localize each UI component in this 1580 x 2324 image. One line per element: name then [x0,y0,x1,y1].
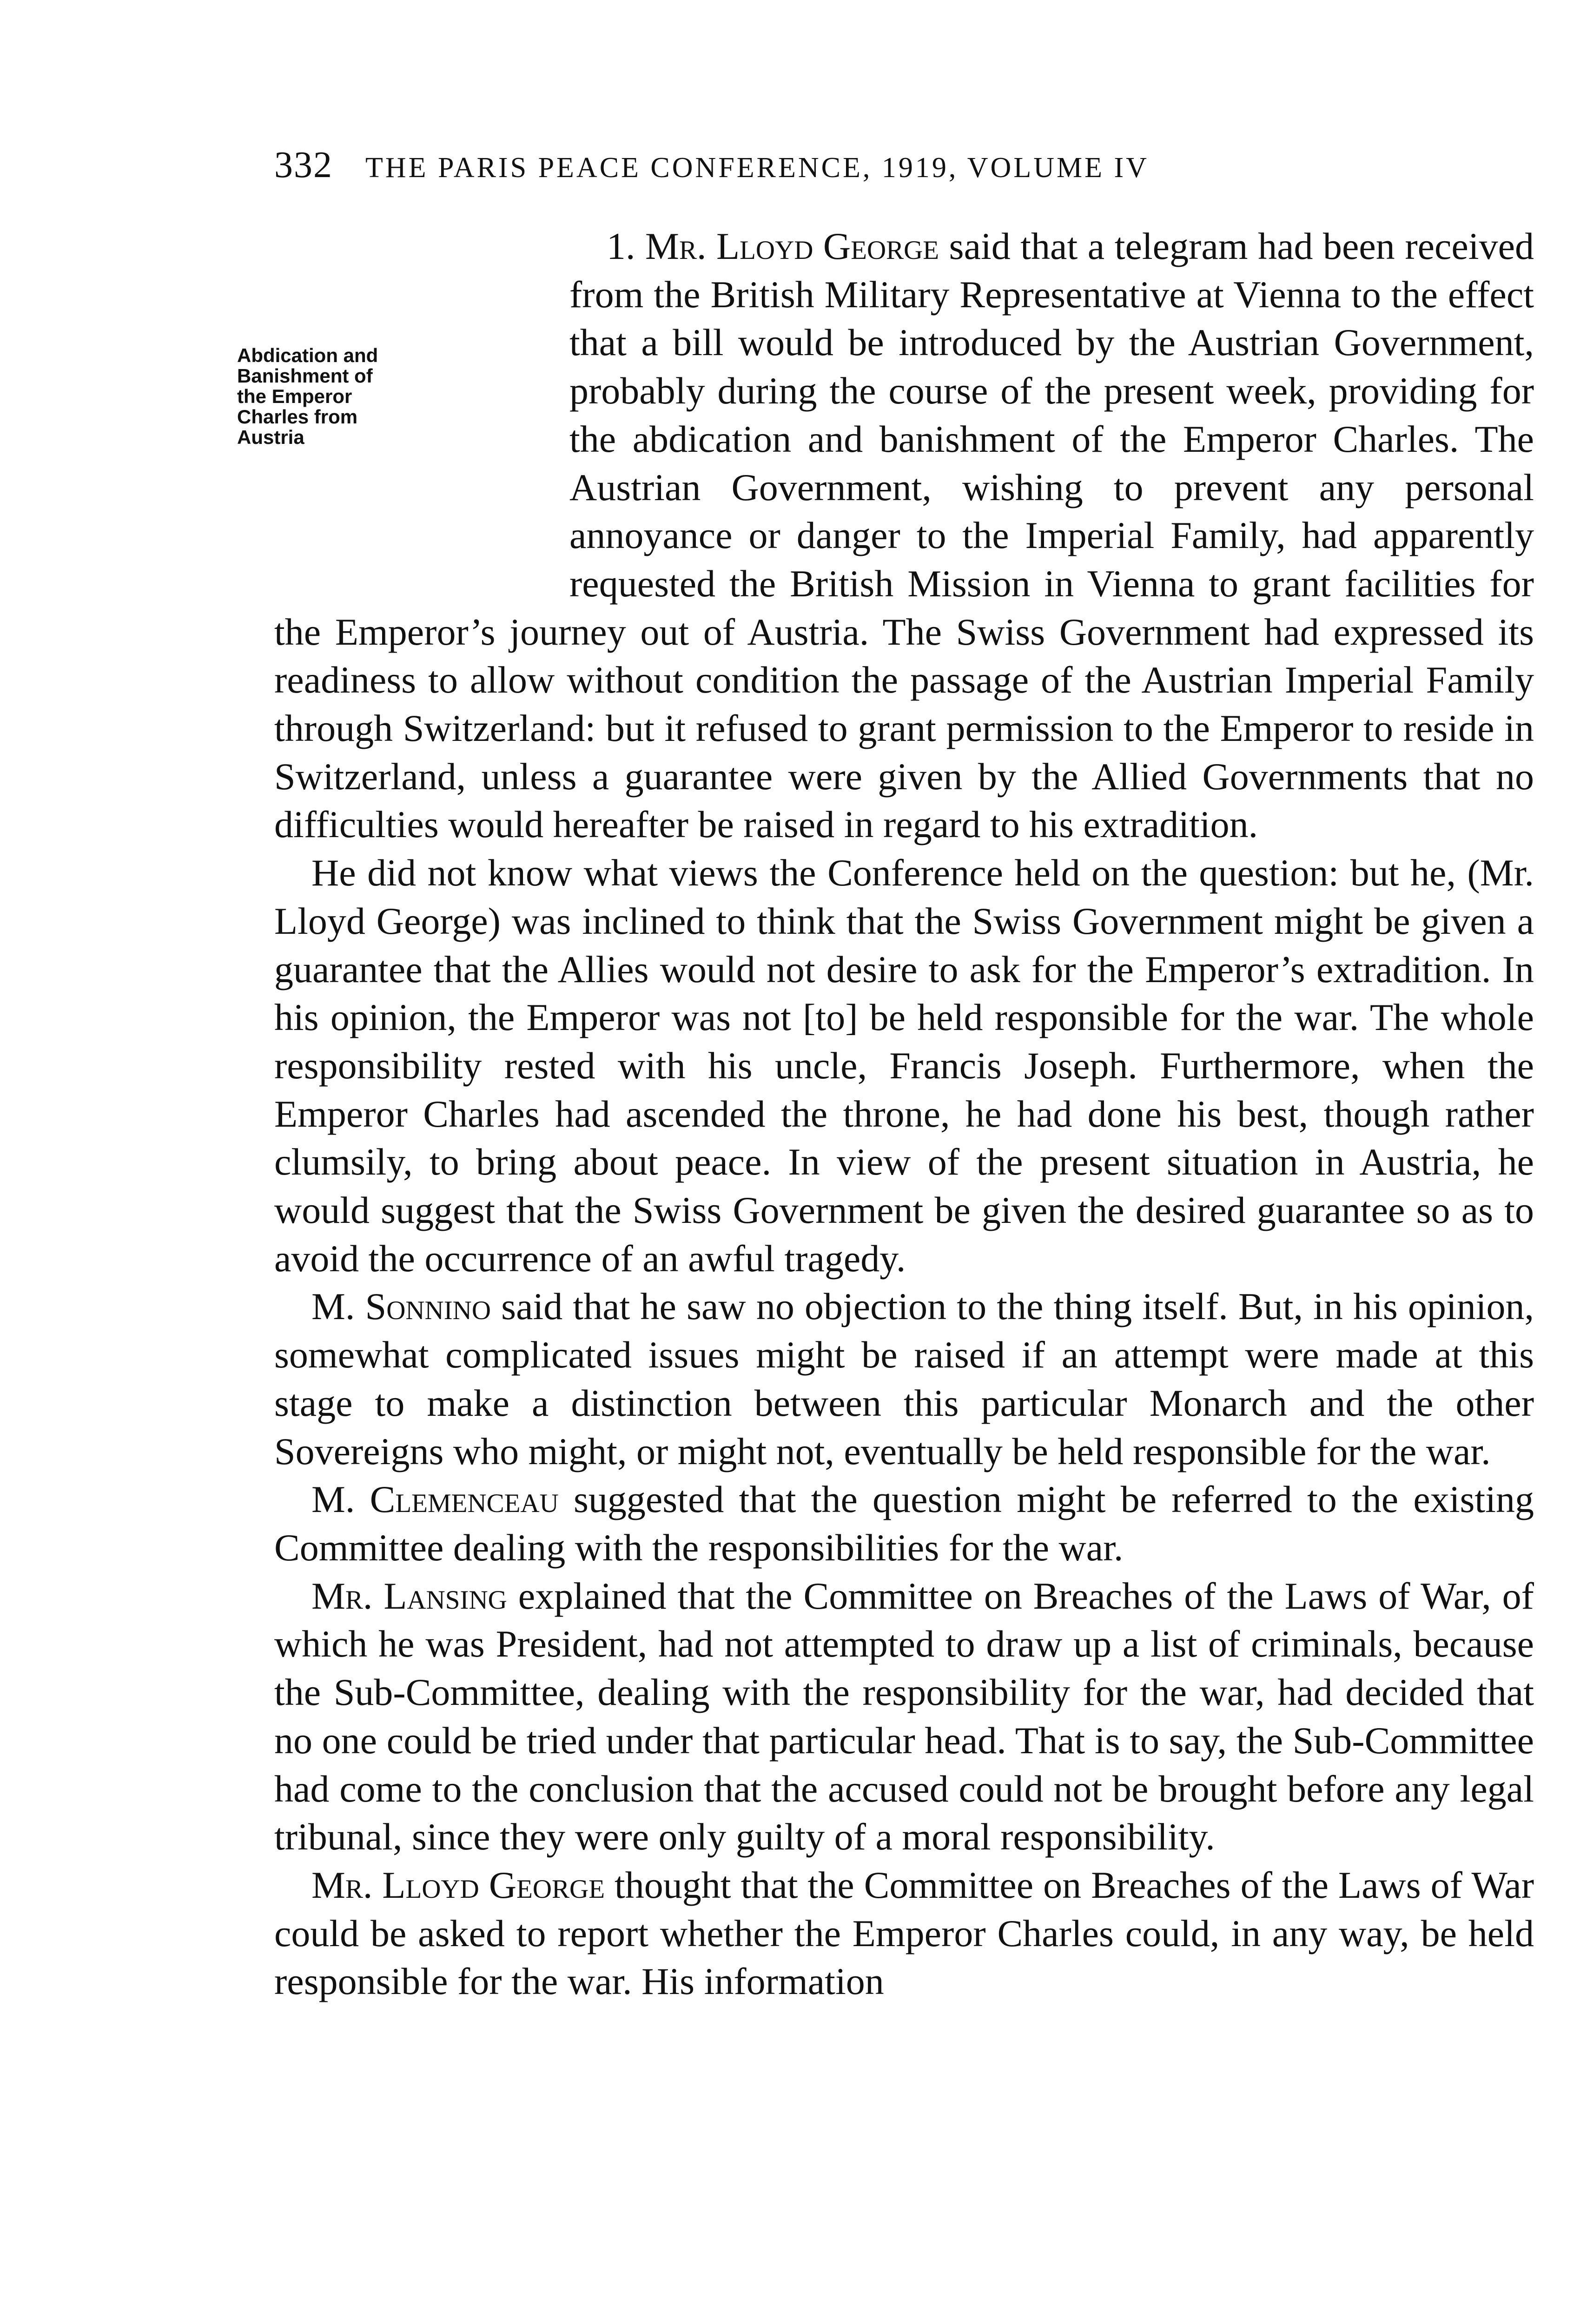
margin-note-line: the Emperor [237,385,352,407]
page-number: 332 [274,145,333,185]
page-header [274,144,1529,191]
paragraph-number: 1. [607,225,635,267]
paragraph-6 [274,1861,1534,2006]
paragraph-2 [274,849,1534,1282]
margin-note-line: Charles from [237,406,358,428]
paragraph-3 [274,1282,1534,1475]
speaker-name: Mr. Lansing [311,1574,507,1617]
paragraph-text: said that a telegram had been received from the British Military Representative at Vienna to the effect that a bill would be introduced by the Austrian Government, probably during the course of the present week, providing for the abdication and banishment of the Emperor Charles. The Austrian Government, wishing to prevent any personal annoyance or danger to the Imperial Family, had apparently requested the British Mission in Vienna to grant facilities for the Emperor’s journey out of Austria. The Swiss Government had expressed its readiness to allow without condition the passage of the Austrian Imperial Family through Switzerland: but it refused to grant permission to the Emperor to reside in Switzerland, unless a guarantee were given by the Allied Governments that no difficulties would hereafter be raised in regard to his extradition. [274,225,1534,846]
speaker-prefix: M. [311,1478,355,1521]
speaker-name: Clemenceau [370,1478,559,1521]
speaker-name: Mr. Lloyd George [311,1863,605,1906]
paragraph-text: thought that the Committee on Breaches of the Laws of War could be asked to report whether the Emperor Charles could, in any way, be held responsible for the war. His information [274,1863,1534,2003]
paragraph-text: said that he saw no objection to the thing itself. But, in his opinion, somewhat complicated issues might be raised if an attempt were made at this stage to make a distinction between this particular Monarch and the other Sovereigns who might, or might not, eventually be held responsible for the war. [274,1285,1534,1472]
margin-note-line: Banishment of [237,365,373,387]
speaker-prefix: M. [311,1285,355,1328]
running-head: THE PARIS PEACE CONFERENCE, 1919, VOLUME IV [365,152,1149,184]
speaker-name: Sonnino [365,1285,491,1328]
body-text [237,222,1534,2006]
margin-note [237,345,486,587]
paragraph-text: explained that the Committee on Breaches of the Laws of War, of which he was President, had not attempted to draw up a list of criminals, because the Sub-Committee, dealing with the responsibility for the war, had decided that no one could be tried under that particular head. That is to say, the Sub-Committee had come to the conclusion that the accused could not be brought before any legal tribunal, since they were only guilty of a moral responsibility. [274,1574,1534,1858]
paragraph-text: suggested that the question might be referred to the existing Committee dealing with the responsibilities for the war. [274,1478,1534,1569]
margin-note-line: Abdication and [237,344,378,366]
margin-note-line: Austria [237,426,304,448]
paragraph-1 [237,222,1534,849]
paragraph-5 [274,1572,1534,1861]
paragraph-4 [274,1475,1534,1571]
paragraph-text: He did not know what views the Conference held on the question: but he, (Mr. Lloyd George) was inclined to think that the Swiss Government might be given a guarantee that the Allies would not desire to ask for the Emperor’s extradition. In his opinion, the Emperor was not [to] be held responsible for the war. The whole responsibility rested with his uncle, Francis Joseph. Furthermore, when the Emperor Charles had ascended the throne, he had done his best, though rather clumsily, to bring about peace. In view of the present situation in Austria, he would suggest that the Swiss Government be given the desired guarantee so as to avoid the occurrence of an awful tragedy. [274,852,1534,1280]
speaker-name: Mr. Lloyd George [645,225,939,267]
